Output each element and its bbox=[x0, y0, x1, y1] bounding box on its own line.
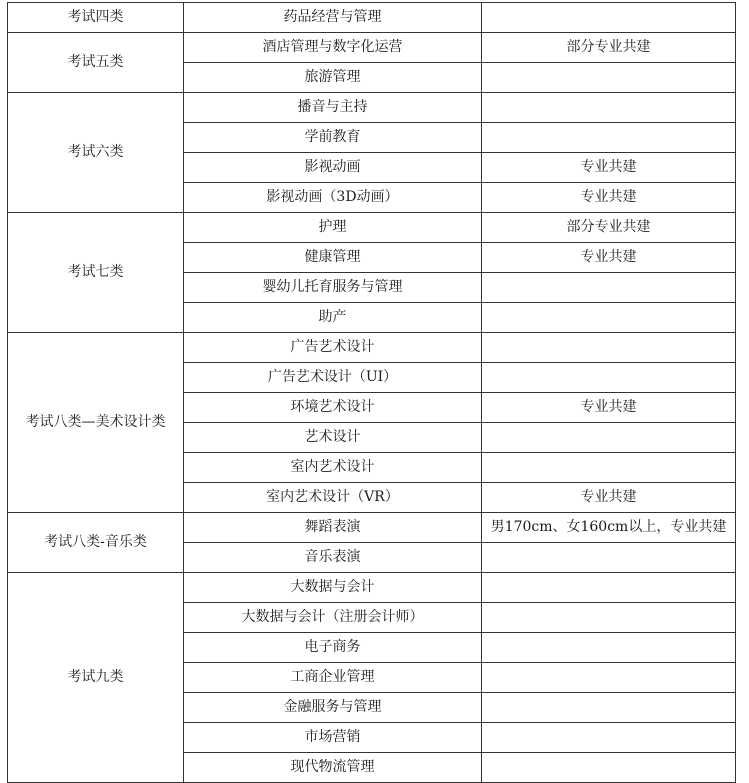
major-cell: 健康管理 bbox=[184, 243, 482, 273]
major-cell: 艺术设计 bbox=[184, 423, 482, 453]
category-cell: 考试七类 bbox=[8, 213, 184, 333]
note-cell: 专业共建 bbox=[482, 483, 736, 513]
major-cell: 工商企业管理 bbox=[184, 663, 482, 693]
table-row bbox=[8, 33, 736, 63]
major-cell: 室内艺术设计（VR） bbox=[184, 483, 482, 513]
major-cell: 大数据与会计 bbox=[184, 573, 482, 603]
major-cell: 播音与主持 bbox=[184, 93, 482, 123]
note-cell: 部分专业共建 bbox=[482, 33, 736, 63]
major-cell: 环境艺术设计 bbox=[184, 393, 482, 423]
table-row bbox=[8, 333, 736, 363]
note-cell bbox=[482, 93, 736, 123]
note-cell bbox=[482, 723, 736, 753]
note-cell bbox=[482, 423, 736, 453]
note-cell bbox=[482, 123, 736, 153]
note-cell bbox=[482, 633, 736, 663]
note-cell bbox=[482, 303, 736, 333]
major-cell: 旅游管理 bbox=[184, 63, 482, 93]
note-cell bbox=[482, 543, 736, 573]
major-cell: 金融服务与管理 bbox=[184, 693, 482, 723]
note-cell bbox=[482, 693, 736, 723]
category-cell: 考试八类—美术设计类 bbox=[8, 333, 184, 513]
note-cell bbox=[482, 333, 736, 363]
major-cell: 市场营销 bbox=[184, 723, 482, 753]
table-row bbox=[8, 513, 736, 543]
table-row bbox=[8, 93, 736, 123]
major-cell: 助产 bbox=[184, 303, 482, 333]
note-cell: 专业共建 bbox=[482, 393, 736, 423]
note-cell bbox=[482, 753, 736, 783]
note-cell bbox=[482, 273, 736, 303]
enrollment-major-table bbox=[7, 2, 736, 783]
major-cell: 大数据与会计（注册会计师） bbox=[184, 603, 482, 633]
note-cell bbox=[482, 603, 736, 633]
category-cell: 考试六类 bbox=[8, 93, 184, 213]
table-row bbox=[8, 213, 736, 243]
note-cell: 专业共建 bbox=[482, 243, 736, 273]
note-cell: 专业共建 bbox=[482, 153, 736, 183]
major-cell: 学前教育 bbox=[184, 123, 482, 153]
major-cell: 音乐表演 bbox=[184, 543, 482, 573]
table-row bbox=[8, 3, 736, 33]
major-cell: 酒店管理与数字化运营 bbox=[184, 33, 482, 63]
category-cell: 考试八类-音乐类 bbox=[8, 513, 184, 573]
major-cell: 影视动画 bbox=[184, 153, 482, 183]
page bbox=[7, 2, 736, 783]
major-cell: 婴幼儿托育服务与管理 bbox=[184, 273, 482, 303]
major-cell: 护理 bbox=[184, 213, 482, 243]
major-cell: 舞蹈表演 bbox=[184, 513, 482, 543]
major-cell: 广告艺术设计（UI） bbox=[184, 363, 482, 393]
major-cell: 药品经营与管理 bbox=[184, 3, 482, 33]
note-cell bbox=[482, 663, 736, 693]
table-row bbox=[8, 573, 736, 603]
category-cell: 考试九类 bbox=[8, 573, 184, 783]
major-cell: 室内艺术设计 bbox=[184, 453, 482, 483]
major-cell: 现代物流管理 bbox=[184, 753, 482, 783]
note-cell: 专业共建 bbox=[482, 183, 736, 213]
major-cell: 电子商务 bbox=[184, 633, 482, 663]
major-cell: 广告艺术设计 bbox=[184, 333, 482, 363]
note-cell bbox=[482, 3, 736, 33]
note-cell bbox=[482, 573, 736, 603]
table-body bbox=[8, 3, 736, 783]
major-cell: 影视动画（3D动画） bbox=[184, 183, 482, 213]
note-cell bbox=[482, 63, 736, 93]
note-cell bbox=[482, 363, 736, 393]
note-cell: 部分专业共建 bbox=[482, 213, 736, 243]
category-cell: 考试五类 bbox=[8, 33, 184, 93]
note-cell bbox=[482, 453, 736, 483]
category-cell: 考试四类 bbox=[8, 3, 184, 33]
note-cell: 男170cm、女160cm以上，专业共建 bbox=[482, 513, 736, 543]
